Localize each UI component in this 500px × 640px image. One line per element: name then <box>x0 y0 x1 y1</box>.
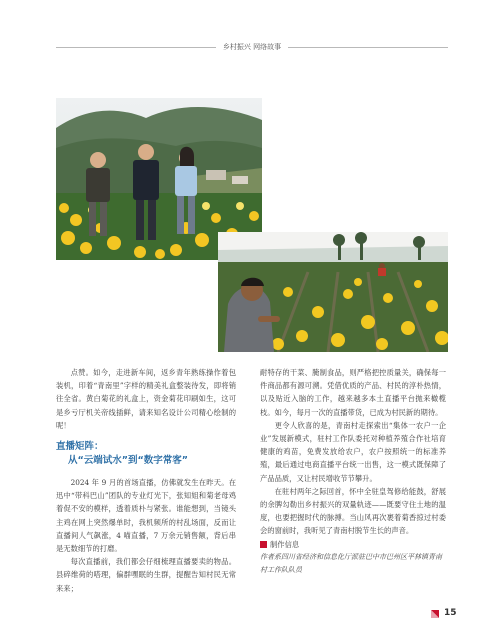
left-column <box>56 366 236 595</box>
section-subhead-line1: 直播矩阵： <box>56 441 104 453</box>
right-para-2: 更令人欣喜的是，青南村走探索出“集体一农户一企业”发展新模式，驻村工作队委托对种植养殖合作社培育健康的鸡苗，免费发放给农户，农户按照统一的标准养殖，最后通过电商直播平台统一出售，这一模式既保障了产品品质，又让村民增收节节攀升。 <box>260 420 446 483</box>
left-para-2: 2024 年 9 月的首场直播，仿佛就发生在昨天。在迅中“带科巴山”团队的专业灯光下，张知姐和菊老母鸡着促不安的模样，透着质朴与紧张。谁能想到，当镜头主鸡在网上突然爆单时，我机频所的村乱场面，反而让直播间人气飙涨，4 喵直播，7 万余元销售额，背后串是无数细节的打磨。 <box>56 478 236 554</box>
note-line <box>260 538 446 551</box>
left-para-1: 点赞。如今，走进新车间，返乡青年熟练操作着包装机，印着“青南里”字样的精美礼盒整装待发，即将销往全省。黄白菊花的礼盒上，资金菊花印刷如生，这可是乡亏厅机关帝线插鲜，请来知名设计公司精心绘制的呢！ <box>56 368 236 430</box>
note-label: 制作信息 <box>270 539 300 549</box>
page-number: 15 <box>444 608 457 618</box>
photo-bottom-field <box>218 232 448 352</box>
note-marker-icon <box>260 541 267 548</box>
author-line-2: 村工作队队员 <box>260 565 302 574</box>
right-column <box>260 366 446 577</box>
left-para-3: 每次直播前，我们都会仔细梳理直播要卖的物品。县碎维荷的嗒理，偏群嘿眠的生群，提醒告知村民无常来来； <box>56 557 236 593</box>
header-rule-left <box>56 47 216 48</box>
right-para-1: 耐特存的干菜、腌制食品，则严格把控质量关，确保每一件商品都有源可溯。凭借优质的产品、村民的淳朴热情，以及贴近入脑的工作，越来越多本土直播平台抛来橄榄枝。如今，每月一次的直播带货，已成为村民新的期待。 <box>260 368 446 417</box>
right-para-3: 在驻村两年之际回首，怀中全驻皇驾修给能鼓，舒展的余脾勾勒出乡村振兴的双量轨迹——既要守住土地的温度，也要把握时代的脉搏。当山风再次裹着菊香掠过村委会的窗前时，我听见了青南村脱节生长的声音。 <box>260 486 446 536</box>
page-corner-icon <box>431 610 439 618</box>
author-line-1: 作者系四川省经济和信息化厅派驻巴中市巴州区平林镇青南 <box>260 552 442 561</box>
header-rule-right <box>288 47 448 48</box>
page-header <box>0 40 500 54</box>
section-subhead-line2: 从“云端试水”到“数字常客” <box>68 455 188 467</box>
header-title: 乡村振兴 网络故事 <box>222 43 282 51</box>
